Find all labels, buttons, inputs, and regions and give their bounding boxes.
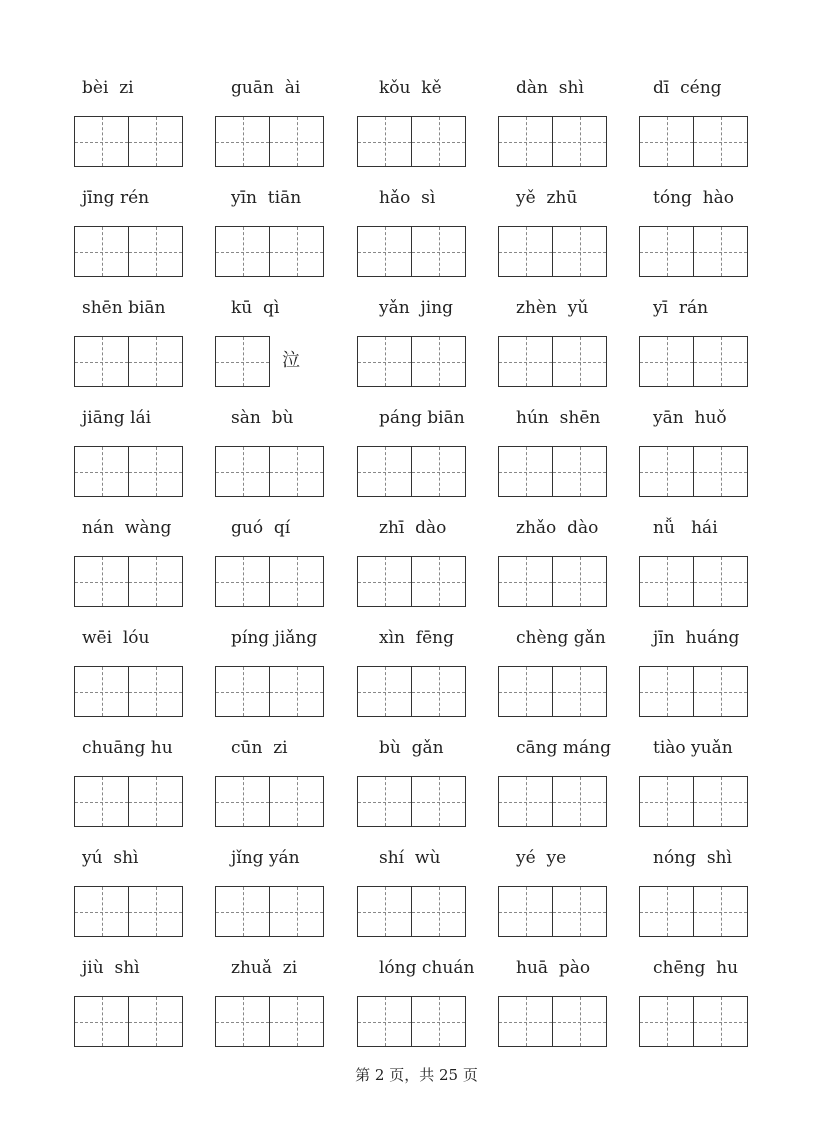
- writing-boxes: [357, 996, 466, 1047]
- tianzige-box[interactable]: [74, 666, 129, 717]
- pinyin-label: jiāng lái: [82, 408, 152, 428]
- writing-boxes: [74, 886, 183, 937]
- pinyin-label: guó qí: [231, 518, 291, 538]
- tianzige-box[interactable]: [357, 116, 412, 167]
- pinyin-label: zhī dào: [379, 518, 447, 538]
- tianzige-box[interactable]: [639, 996, 694, 1047]
- word-cell: [74, 406, 224, 498]
- tianzige-box[interactable]: [270, 996, 324, 1047]
- tianzige-box[interactable]: [357, 666, 412, 717]
- tianzige-box[interactable]: [412, 556, 466, 607]
- pinyin-label: cāng máng: [516, 738, 611, 758]
- tianzige-box[interactable]: [215, 886, 270, 937]
- writing-boxes: [215, 666, 324, 717]
- pinyin-label: yī rán: [653, 298, 709, 318]
- writing-boxes: [498, 336, 607, 387]
- tianzige-box[interactable]: [215, 226, 270, 277]
- word-cell: [357, 846, 507, 938]
- tianzige-box[interactable]: [129, 556, 183, 607]
- tianzige-box[interactable]: [639, 556, 694, 607]
- pinyin-label: guān ài: [231, 78, 301, 98]
- tianzige-box[interactable]: [694, 226, 748, 277]
- pinyin-label: chuāng hu: [82, 738, 173, 758]
- tianzige-box[interactable]: [639, 336, 694, 387]
- tianzige-box[interactable]: [215, 446, 270, 497]
- pinyin-label: bù gǎn: [379, 738, 444, 758]
- tianzige-box[interactable]: [498, 666, 553, 717]
- pinyin-label: lóng chuán: [379, 958, 475, 978]
- tianzige-box[interactable]: [357, 886, 412, 937]
- tianzige-box[interactable]: [215, 116, 270, 167]
- word-cell: [215, 296, 365, 388]
- writing-boxes: [498, 446, 607, 497]
- tianzige-box[interactable]: [694, 666, 748, 717]
- word-cell: [639, 516, 789, 608]
- tianzige-box[interactable]: [270, 886, 324, 937]
- tianzige-box[interactable]: [215, 556, 270, 607]
- word-cell: [74, 736, 224, 828]
- pinyin-label: wēi lóu: [82, 628, 150, 648]
- tianzige-box[interactable]: [215, 776, 270, 827]
- pinyin-label: yīn tiān: [231, 188, 302, 208]
- writing-boxes: [639, 776, 748, 827]
- tianzige-box[interactable]: [129, 336, 183, 387]
- pinyin-label: hún shēn: [516, 408, 601, 428]
- tianzige-box[interactable]: [498, 226, 553, 277]
- tianzige-box[interactable]: [498, 556, 553, 607]
- tianzige-box[interactable]: [639, 666, 694, 717]
- writing-boxes: [74, 776, 183, 827]
- word-cell: [215, 406, 365, 498]
- tianzige-box[interactable]: [357, 776, 412, 827]
- tianzige-box[interactable]: [412, 996, 466, 1047]
- tianzige-box[interactable]: [639, 886, 694, 937]
- pinyin-label: cūn zi: [231, 738, 288, 758]
- tianzige-box[interactable]: [553, 226, 607, 277]
- pinyin-label: yé ye: [516, 848, 567, 868]
- word-cell: [639, 296, 789, 388]
- writing-boxes: [215, 336, 300, 387]
- pinyin-label: shí wù: [379, 848, 441, 868]
- word-cell: [215, 76, 365, 168]
- tianzige-box[interactable]: [412, 886, 466, 937]
- tianzige-box[interactable]: [639, 116, 694, 167]
- tianzige-box[interactable]: [553, 446, 607, 497]
- word-cell: [357, 406, 507, 498]
- tianzige-box[interactable]: [498, 776, 553, 827]
- writing-boxes: [215, 226, 324, 277]
- writing-boxes: [498, 776, 607, 827]
- tianzige-box[interactable]: [215, 336, 270, 387]
- tianzige-box[interactable]: [694, 556, 748, 607]
- tianzige-box[interactable]: [129, 226, 183, 277]
- pinyin-label: yě zhū: [516, 188, 578, 208]
- pinyin-label: sàn bù: [231, 408, 294, 428]
- word-cell: [498, 406, 648, 498]
- pinyin-label: jǐng yán: [231, 848, 300, 868]
- word-cell: [639, 186, 789, 278]
- word-cell: [74, 626, 224, 718]
- writing-boxes: [639, 666, 748, 717]
- tianzige-box[interactable]: [129, 996, 183, 1047]
- writing-boxes: [639, 886, 748, 937]
- pinyin-label: nán wàng: [82, 518, 172, 538]
- word-cell: [498, 846, 648, 938]
- tianzige-box[interactable]: [270, 226, 324, 277]
- tianzige-box[interactable]: [412, 776, 466, 827]
- word-cell: [215, 186, 365, 278]
- tianzige-box[interactable]: [357, 996, 412, 1047]
- writing-boxes: [215, 776, 324, 827]
- writing-boxes: [498, 116, 607, 167]
- tianzige-box[interactable]: [553, 996, 607, 1047]
- pinyin-label: bèi zi: [82, 78, 134, 98]
- writing-boxes: [639, 336, 748, 387]
- given-character: 泣: [282, 350, 300, 371]
- tianzige-box[interactable]: [270, 116, 324, 167]
- word-cell: [215, 846, 365, 938]
- pinyin-label: jiù shì: [82, 958, 140, 978]
- writing-boxes: [74, 446, 183, 497]
- tianzige-box[interactable]: [553, 666, 607, 717]
- tianzige-box[interactable]: [129, 886, 183, 937]
- word-cell: [74, 516, 224, 608]
- tianzige-box[interactable]: [74, 996, 129, 1047]
- writing-boxes: [357, 776, 466, 827]
- pinyin-label: yú shì: [82, 848, 139, 868]
- tianzige-box[interactable]: [412, 666, 466, 717]
- word-cell: [498, 736, 648, 828]
- writing-boxes: [74, 556, 183, 607]
- word-cell: [74, 956, 224, 1048]
- writing-boxes: [498, 666, 607, 717]
- tianzige-box[interactable]: [270, 446, 324, 497]
- writing-boxes: [357, 666, 466, 717]
- tianzige-box[interactable]: [74, 226, 129, 277]
- word-cell: [74, 296, 224, 388]
- writing-boxes: [498, 996, 607, 1047]
- word-cell: [498, 626, 648, 718]
- writing-boxes: [215, 556, 324, 607]
- pinyin-label: dī céng: [653, 78, 722, 98]
- pinyin-label: zhuǎ zi: [231, 958, 298, 978]
- pinyin-label: huā pào: [516, 958, 591, 978]
- tianzige-box[interactable]: [694, 996, 748, 1047]
- pinyin-label: nóng shì: [653, 848, 732, 868]
- writing-boxes: [639, 556, 748, 607]
- writing-boxes: [215, 116, 324, 167]
- word-cell: [357, 736, 507, 828]
- tianzige-box[interactable]: [74, 886, 129, 937]
- word-cell: [357, 296, 507, 388]
- word-cell: [215, 516, 365, 608]
- page-footer: 第 2 页，共 25 页: [355, 1066, 478, 1084]
- tianzige-box[interactable]: [694, 446, 748, 497]
- writing-boxes: [74, 116, 183, 167]
- pinyin-label: kū qì: [231, 298, 280, 318]
- writing-boxes: [357, 446, 466, 497]
- tianzige-box[interactable]: [694, 776, 748, 827]
- word-cell: [215, 956, 365, 1048]
- tianzige-box[interactable]: [694, 116, 748, 167]
- pinyin-label: jīng rén: [82, 188, 150, 208]
- word-cell: [498, 76, 648, 168]
- tianzige-box[interactable]: [270, 666, 324, 717]
- word-cell: [639, 736, 789, 828]
- writing-boxes: [498, 556, 607, 607]
- pinyin-label: chēng hu: [653, 958, 739, 978]
- writing-boxes: [357, 556, 466, 607]
- pinyin-label: píng jiǎng: [231, 628, 318, 648]
- tianzige-box[interactable]: [357, 556, 412, 607]
- tianzige-box[interactable]: [639, 776, 694, 827]
- word-cell: [74, 76, 224, 168]
- tianzige-box[interactable]: [412, 446, 466, 497]
- tianzige-box[interactable]: [412, 116, 466, 167]
- word-cell: [357, 186, 507, 278]
- tianzige-box[interactable]: [412, 336, 466, 387]
- pinyin-label: hǎo sì: [379, 188, 436, 208]
- tianzige-box[interactable]: [553, 336, 607, 387]
- writing-boxes: [639, 446, 748, 497]
- tianzige-box[interactable]: [270, 556, 324, 607]
- writing-boxes: [498, 886, 607, 937]
- tianzige-box[interactable]: [129, 666, 183, 717]
- pinyin-label: zhèn yǔ: [516, 298, 589, 318]
- writing-boxes: [357, 336, 466, 387]
- writing-boxes: [74, 666, 183, 717]
- pinyin-label: chèng gǎn: [516, 628, 606, 648]
- word-cell: [215, 626, 365, 718]
- tianzige-box[interactable]: [553, 886, 607, 937]
- word-cell: [357, 76, 507, 168]
- pinyin-label: nǚ hái: [653, 518, 718, 538]
- tianzige-box[interactable]: [357, 226, 412, 277]
- pinyin-label: páng biān: [379, 408, 465, 428]
- word-cell: [498, 516, 648, 608]
- tianzige-box[interactable]: [498, 996, 553, 1047]
- word-cell: [498, 186, 648, 278]
- word-cell: [639, 406, 789, 498]
- tianzige-box[interactable]: [215, 996, 270, 1047]
- writing-boxes: [639, 996, 748, 1047]
- pinyin-label: dàn shì: [516, 78, 584, 98]
- writing-boxes: [498, 226, 607, 277]
- tianzige-box[interactable]: [639, 226, 694, 277]
- tianzige-box[interactable]: [412, 226, 466, 277]
- pinyin-label: tóng hào: [653, 188, 735, 208]
- tianzige-box[interactable]: [694, 336, 748, 387]
- word-cell: [357, 516, 507, 608]
- tianzige-box[interactable]: [74, 336, 129, 387]
- word-cell: [74, 846, 224, 938]
- tianzige-box[interactable]: [215, 666, 270, 717]
- writing-boxes: [357, 886, 466, 937]
- word-cell: [639, 76, 789, 168]
- pinyin-label: jīn huáng: [653, 628, 740, 648]
- tianzige-box[interactable]: [694, 886, 748, 937]
- tianzige-box[interactable]: [357, 336, 412, 387]
- pinyin-label: kǒu kě: [379, 78, 442, 98]
- writing-boxes: [74, 226, 183, 277]
- pinyin-label: xìn fēng: [379, 628, 454, 648]
- pinyin-label: yān huǒ: [653, 408, 727, 428]
- word-cell: [498, 956, 648, 1048]
- pinyin-label: tiào yuǎn: [653, 738, 733, 758]
- word-cell: [498, 296, 648, 388]
- tianzige-box[interactable]: [270, 776, 324, 827]
- tianzige-box[interactable]: [498, 336, 553, 387]
- pinyin-label: yǎn jing: [379, 298, 454, 318]
- word-cell: [639, 846, 789, 938]
- tianzige-box[interactable]: [553, 556, 607, 607]
- tianzige-box[interactable]: [129, 446, 183, 497]
- tianzige-box[interactable]: [553, 776, 607, 827]
- tianzige-box[interactable]: [74, 446, 129, 497]
- word-cell: [357, 956, 507, 1048]
- word-cell: [639, 626, 789, 718]
- tianzige-box[interactable]: [74, 556, 129, 607]
- tianzige-box[interactable]: [498, 446, 553, 497]
- pinyin-label: shēn biān: [82, 298, 166, 318]
- writing-boxes: [215, 886, 324, 937]
- writing-boxes: [357, 116, 466, 167]
- tianzige-box[interactable]: [74, 116, 129, 167]
- writing-boxes: [639, 116, 748, 167]
- word-cell: [215, 736, 365, 828]
- word-cell: [357, 626, 507, 718]
- pinyin-label: zhǎo dào: [516, 518, 599, 538]
- tianzige-box[interactable]: [498, 116, 553, 167]
- writing-boxes: [357, 226, 466, 277]
- writing-boxes: [74, 336, 183, 387]
- tianzige-box[interactable]: [357, 446, 412, 497]
- writing-boxes: [215, 996, 324, 1047]
- word-cell: [74, 186, 224, 278]
- tianzige-box[interactable]: [639, 446, 694, 497]
- tianzige-box[interactable]: [74, 776, 129, 827]
- writing-boxes: [639, 226, 748, 277]
- tianzige-box[interactable]: [553, 116, 607, 167]
- word-cell: [639, 956, 789, 1048]
- tianzige-box[interactable]: [129, 116, 183, 167]
- tianzige-box[interactable]: [129, 776, 183, 827]
- writing-boxes: [215, 446, 324, 497]
- tianzige-box[interactable]: [498, 886, 553, 937]
- writing-boxes: [74, 996, 183, 1047]
